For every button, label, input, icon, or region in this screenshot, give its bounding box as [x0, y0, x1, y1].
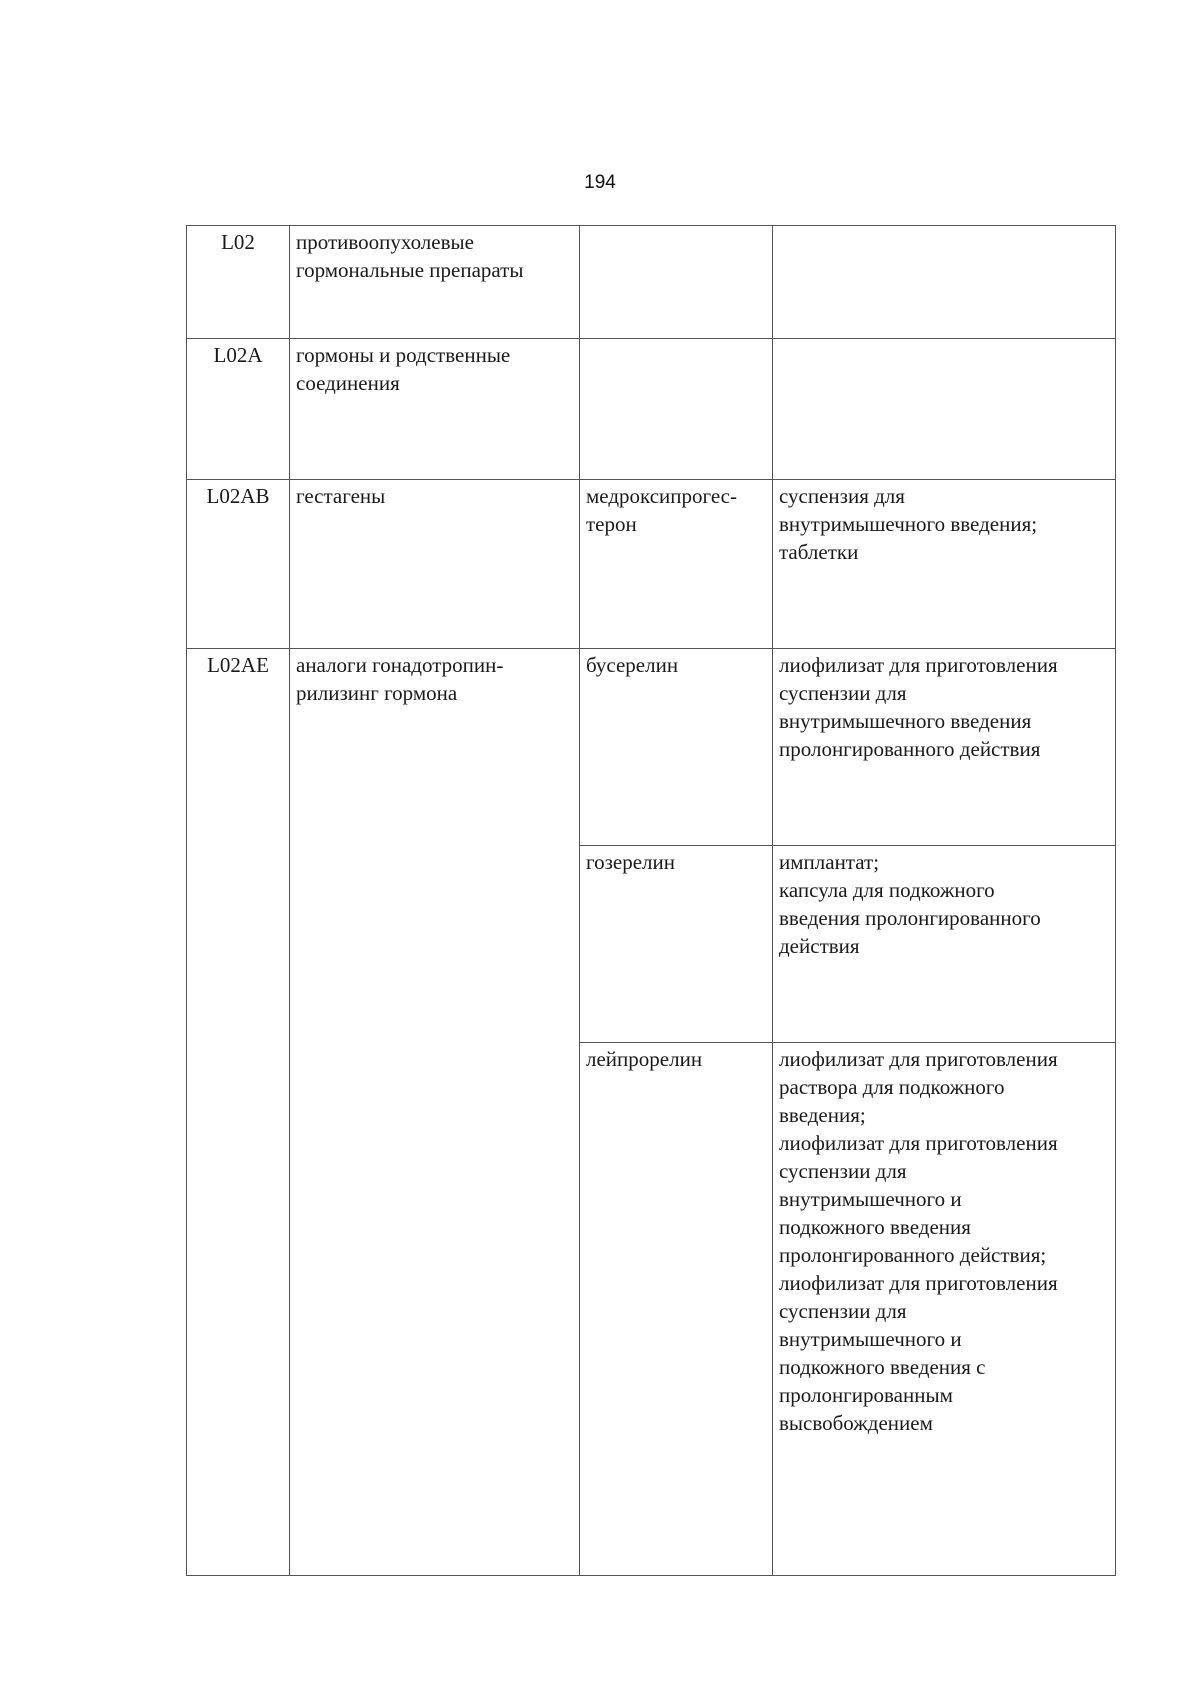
dosage-form-cell: лиофилизат для приготовления суспензии для внутримышечного введения пролонгированного действия: [773, 649, 1116, 846]
atc-code-cell: L02AE: [187, 649, 290, 1576]
drug-name-cell: медроксипрогес- терон: [580, 480, 773, 649]
drug-name-cell: бусерелин: [580, 649, 773, 846]
dosage-form-cell: [773, 339, 1116, 480]
table-row: [187, 226, 1116, 339]
drug-name-cell: [580, 226, 773, 339]
atc-drug-table: [186, 225, 1116, 1576]
pharmacological-group-cell: аналоги гонадотропин- рилизинг гормона: [290, 649, 580, 1576]
atc-code-cell: L02: [187, 226, 290, 339]
table-row: [187, 480, 1116, 649]
drug-name-cell: гозерелин: [580, 846, 773, 1043]
dosage-form-cell: суспензия для внутримышечного введения; таблетки: [773, 480, 1116, 649]
drug-name-cell: [580, 339, 773, 480]
atc-code-cell: L02AB: [187, 480, 290, 649]
page-number: 194: [584, 172, 616, 193]
pharmacological-group-cell: гестагены: [290, 480, 580, 649]
dosage-form-cell: имплантат; капсула для подкожного введения пролонгированного действия: [773, 846, 1116, 1043]
dosage-form-cell: лиофилизат для приготовления раствора для подкожного введения; лиофилизат для приготовления суспензии для внутримышечного и подкожного введения пролонгированного действия; лиофилизат для приготовления суспензии для внутримышечного и подкожного введения с пролонгированным высвобождением: [773, 1043, 1116, 1576]
table-row: [187, 339, 1116, 480]
atc-code-cell: L02A: [187, 339, 290, 480]
pharmacological-group-cell: противоопухолевые гормональные препараты: [290, 226, 580, 339]
drug-name-cell: лейпрорелин: [580, 1043, 773, 1576]
dosage-form-cell: [773, 226, 1116, 339]
table-row: [187, 649, 1116, 846]
pharmacological-group-cell: гормоны и родственные соединения: [290, 339, 580, 480]
